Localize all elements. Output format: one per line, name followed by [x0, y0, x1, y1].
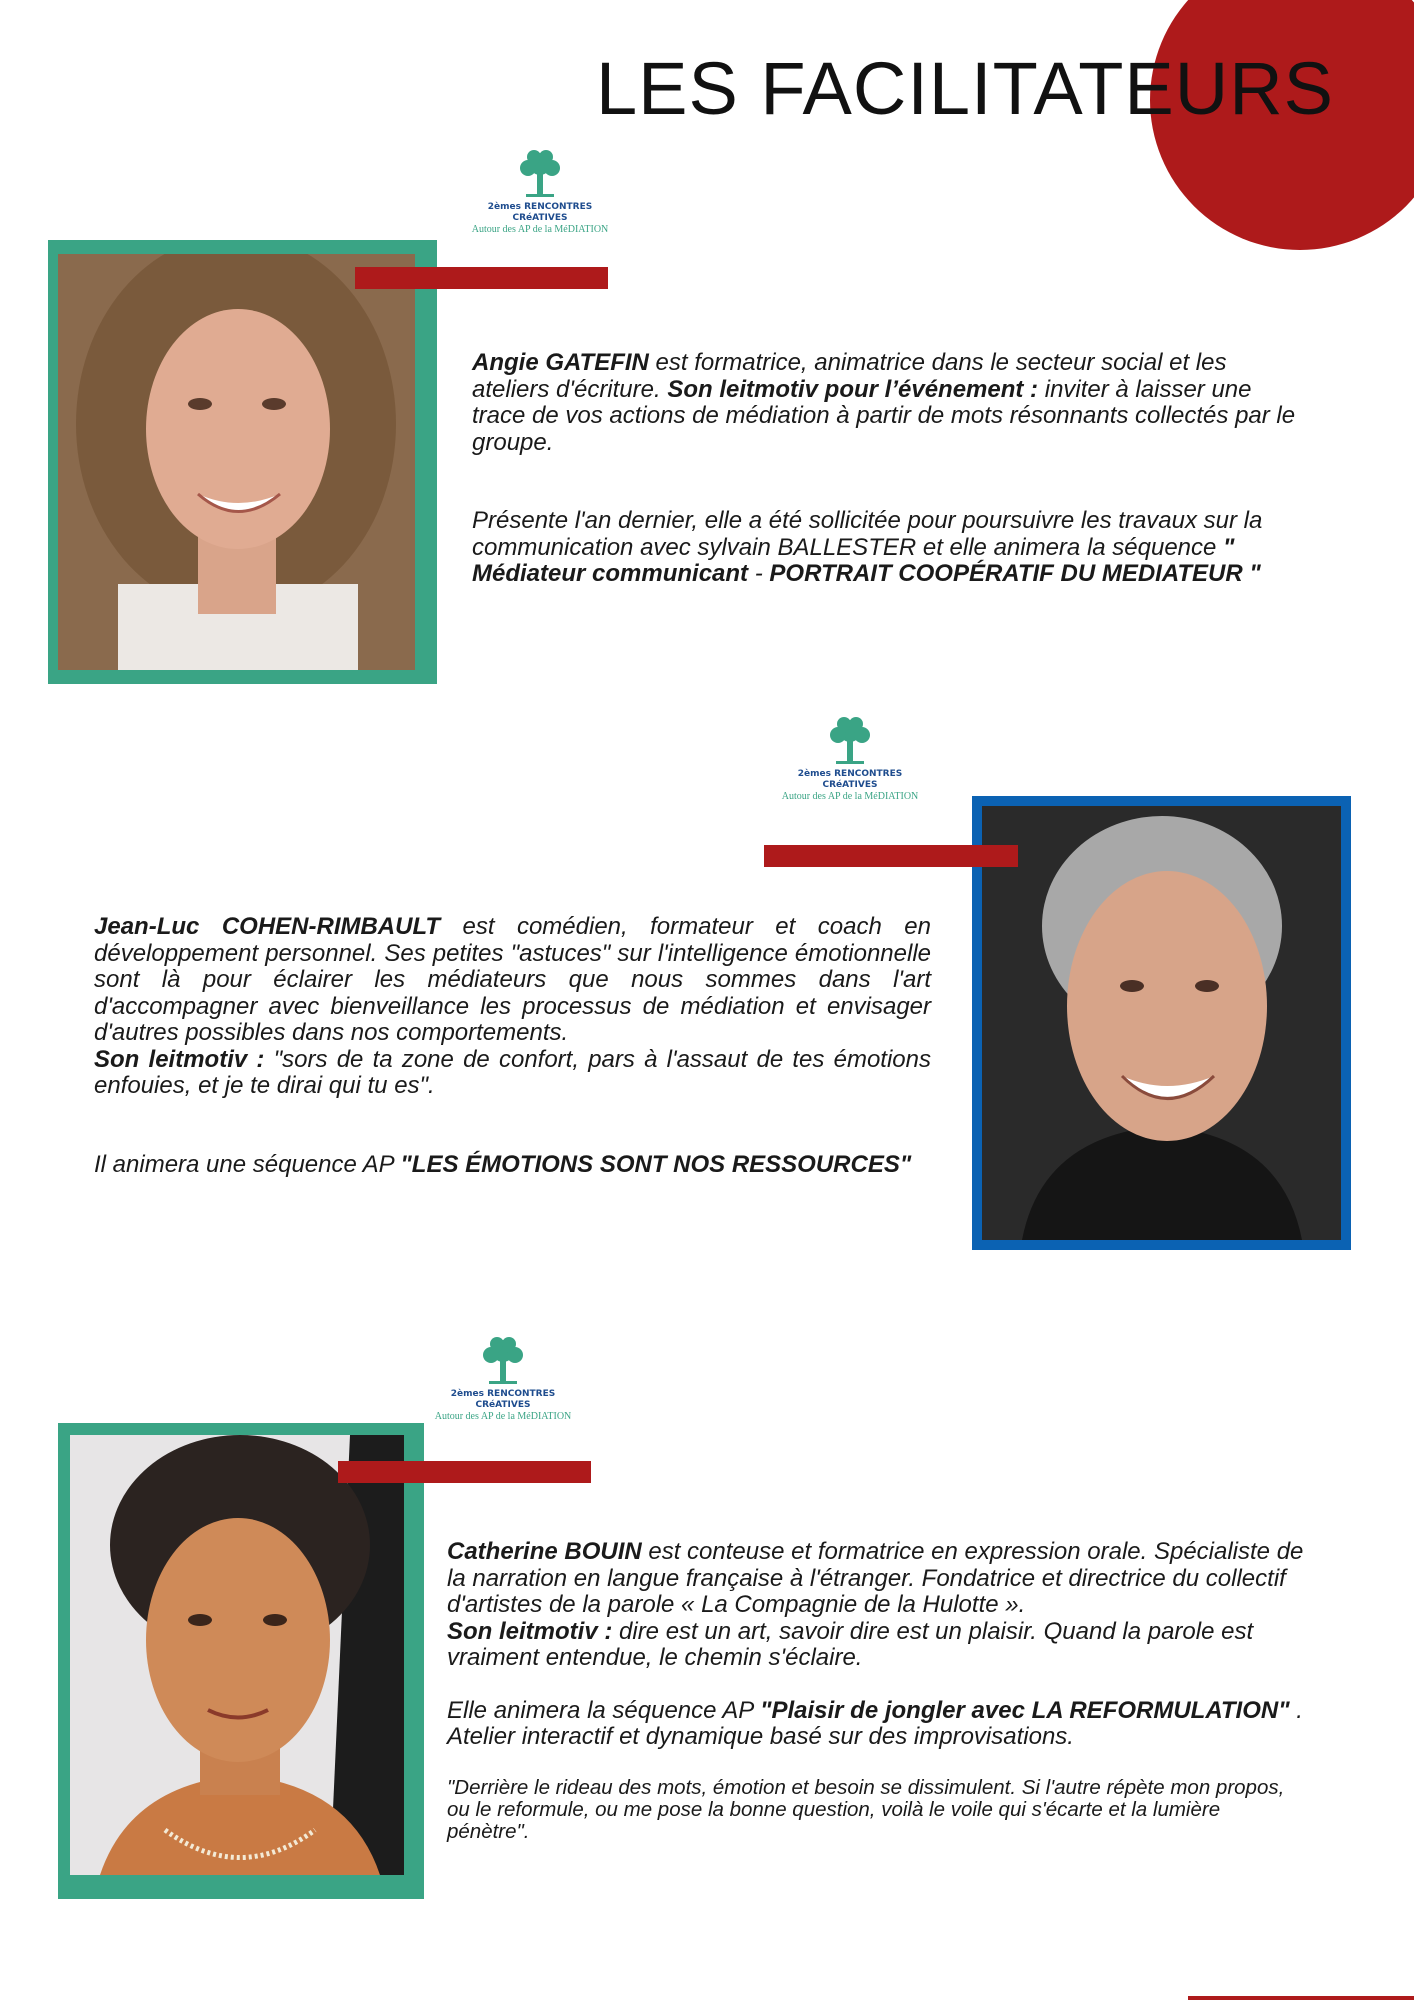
bio-jean-luc	[94, 914, 931, 1178]
logo-title: 2èmes RENCONTRES CRéATIVES	[450, 1389, 556, 1410]
sequence-title: " Médiateur communicant	[472, 533, 1235, 587]
sequence-title-2: PORTRAIT COOPÉRATIF DU MEDIATEUR "	[769, 560, 1261, 587]
sequence-title: "Plaisir de jongler avec LA REFORMULATION"	[760, 1696, 1290, 1724]
sequence-intro: Présente l'an dernier, elle a été sollicitée pour poursuivre les travaux sur la communication avec sylvain BALLESTER et elle animera la séquence	[472, 507, 1263, 561]
red-accent-bar	[338, 1461, 591, 1483]
tree-logo-icon	[820, 713, 880, 767]
event-logo	[465, 146, 615, 235]
sequence-separator: -	[754, 560, 770, 587]
page-title: LES FACILITATEURS	[596, 47, 1334, 130]
logo-subtitle: Autour des AP de la MéDIATION	[471, 224, 609, 235]
leitmotiv-label: Son leitmotiv pour l’événement :	[667, 375, 1039, 403]
portrait-frame-jean-luc	[972, 796, 1351, 1250]
portrait-photo	[58, 254, 415, 670]
red-accent-bar	[764, 845, 1018, 867]
facilitator-name: Angie GATEFIN	[472, 349, 649, 376]
portrait-photo	[982, 806, 1341, 1240]
leitmotiv-label: Son leitmotiv :	[447, 1617, 613, 1645]
logo-subtitle: Autour des AP de la MéDIATION	[434, 1411, 572, 1422]
logo-title: 2èmes RENCONTRES CRéATIVES	[487, 202, 593, 223]
event-logo	[428, 1333, 578, 1422]
bottom-accent-line	[1188, 1996, 1414, 2000]
tree-logo-icon	[473, 1333, 533, 1387]
facilitator-name: Catherine BOUIN	[447, 1538, 642, 1565]
leitmotiv-label: Son leitmotiv :	[94, 1045, 265, 1073]
facilitator-bio: est formatrice, animatrice dans le secteur social et les ateliers d'écriture.	[472, 349, 1227, 403]
facilitator-bio: est comédien, formateur et coach en développement personnel. Ses petites "astuces" sur l'intelligence émotionnelle sont là pour éclairer les médiateurs que nous sommes dans l'art d'accompagner avec bienveillance les processus de médiation et envisager d'autres possibles dans nos comportements.	[94, 913, 931, 1046]
tree-logo-icon	[510, 146, 570, 200]
portrait-photo	[70, 1435, 404, 1875]
sequence-intro: Il animera une séquence AP	[94, 1150, 401, 1178]
facilitator-bio: est conteuse et formatrice en expression orale. Spécialiste de la narration en langue française à l'étranger. Fondatrice et directrice du collectif d'artistes de la parole « La Compagnie de la Hulotte ».	[447, 1538, 1304, 1618]
sequence-title: "LES ÉMOTIONS SONT NOS RESSOURCES"	[400, 1150, 912, 1178]
bio-angie	[472, 350, 1308, 588]
sequence-outro: . Atelier interactif et dynamique basé sur des improvisations.	[447, 1696, 1303, 1750]
leitmotiv-text: "sors de ta zone de confort, pars à l'assaut de tes émotions enfouies, et je te dirai qui tu es".	[94, 1045, 931, 1099]
portrait-frame-angie	[48, 240, 437, 684]
bio-catherine	[447, 1539, 1307, 1843]
leitmotiv-text: inviter à laisser une trace de vos actions de médiation à partir de mots résonnants collectés par le groupe.	[472, 375, 1296, 456]
logo-title: 2èmes RENCONTRES CRéATIVES	[797, 769, 903, 790]
leitmotiv-text: dire est un art, savoir dire est un plaisir. Quand la parole est vraiment entendue, le chemin s'éclaire.	[447, 1617, 1254, 1671]
quote: "Derrière le rideau des mots, émotion et besoin se dissimulent. Si l'autre répète mon propos, ou le reformule, ou me pose la bonne question, voilà le voile qui s'écarte et la lumière pénètre".	[447, 1775, 1285, 1843]
logo-subtitle: Autour des AP de la MéDIATION	[781, 791, 919, 802]
sequence-intro: Elle animera la séquence AP	[447, 1696, 761, 1724]
facilitator-name: Jean-Luc COHEN-RIMBAULT	[94, 913, 441, 940]
portrait-frame-catherine	[58, 1423, 424, 1899]
red-accent-bar	[355, 267, 608, 289]
event-logo	[775, 713, 925, 802]
